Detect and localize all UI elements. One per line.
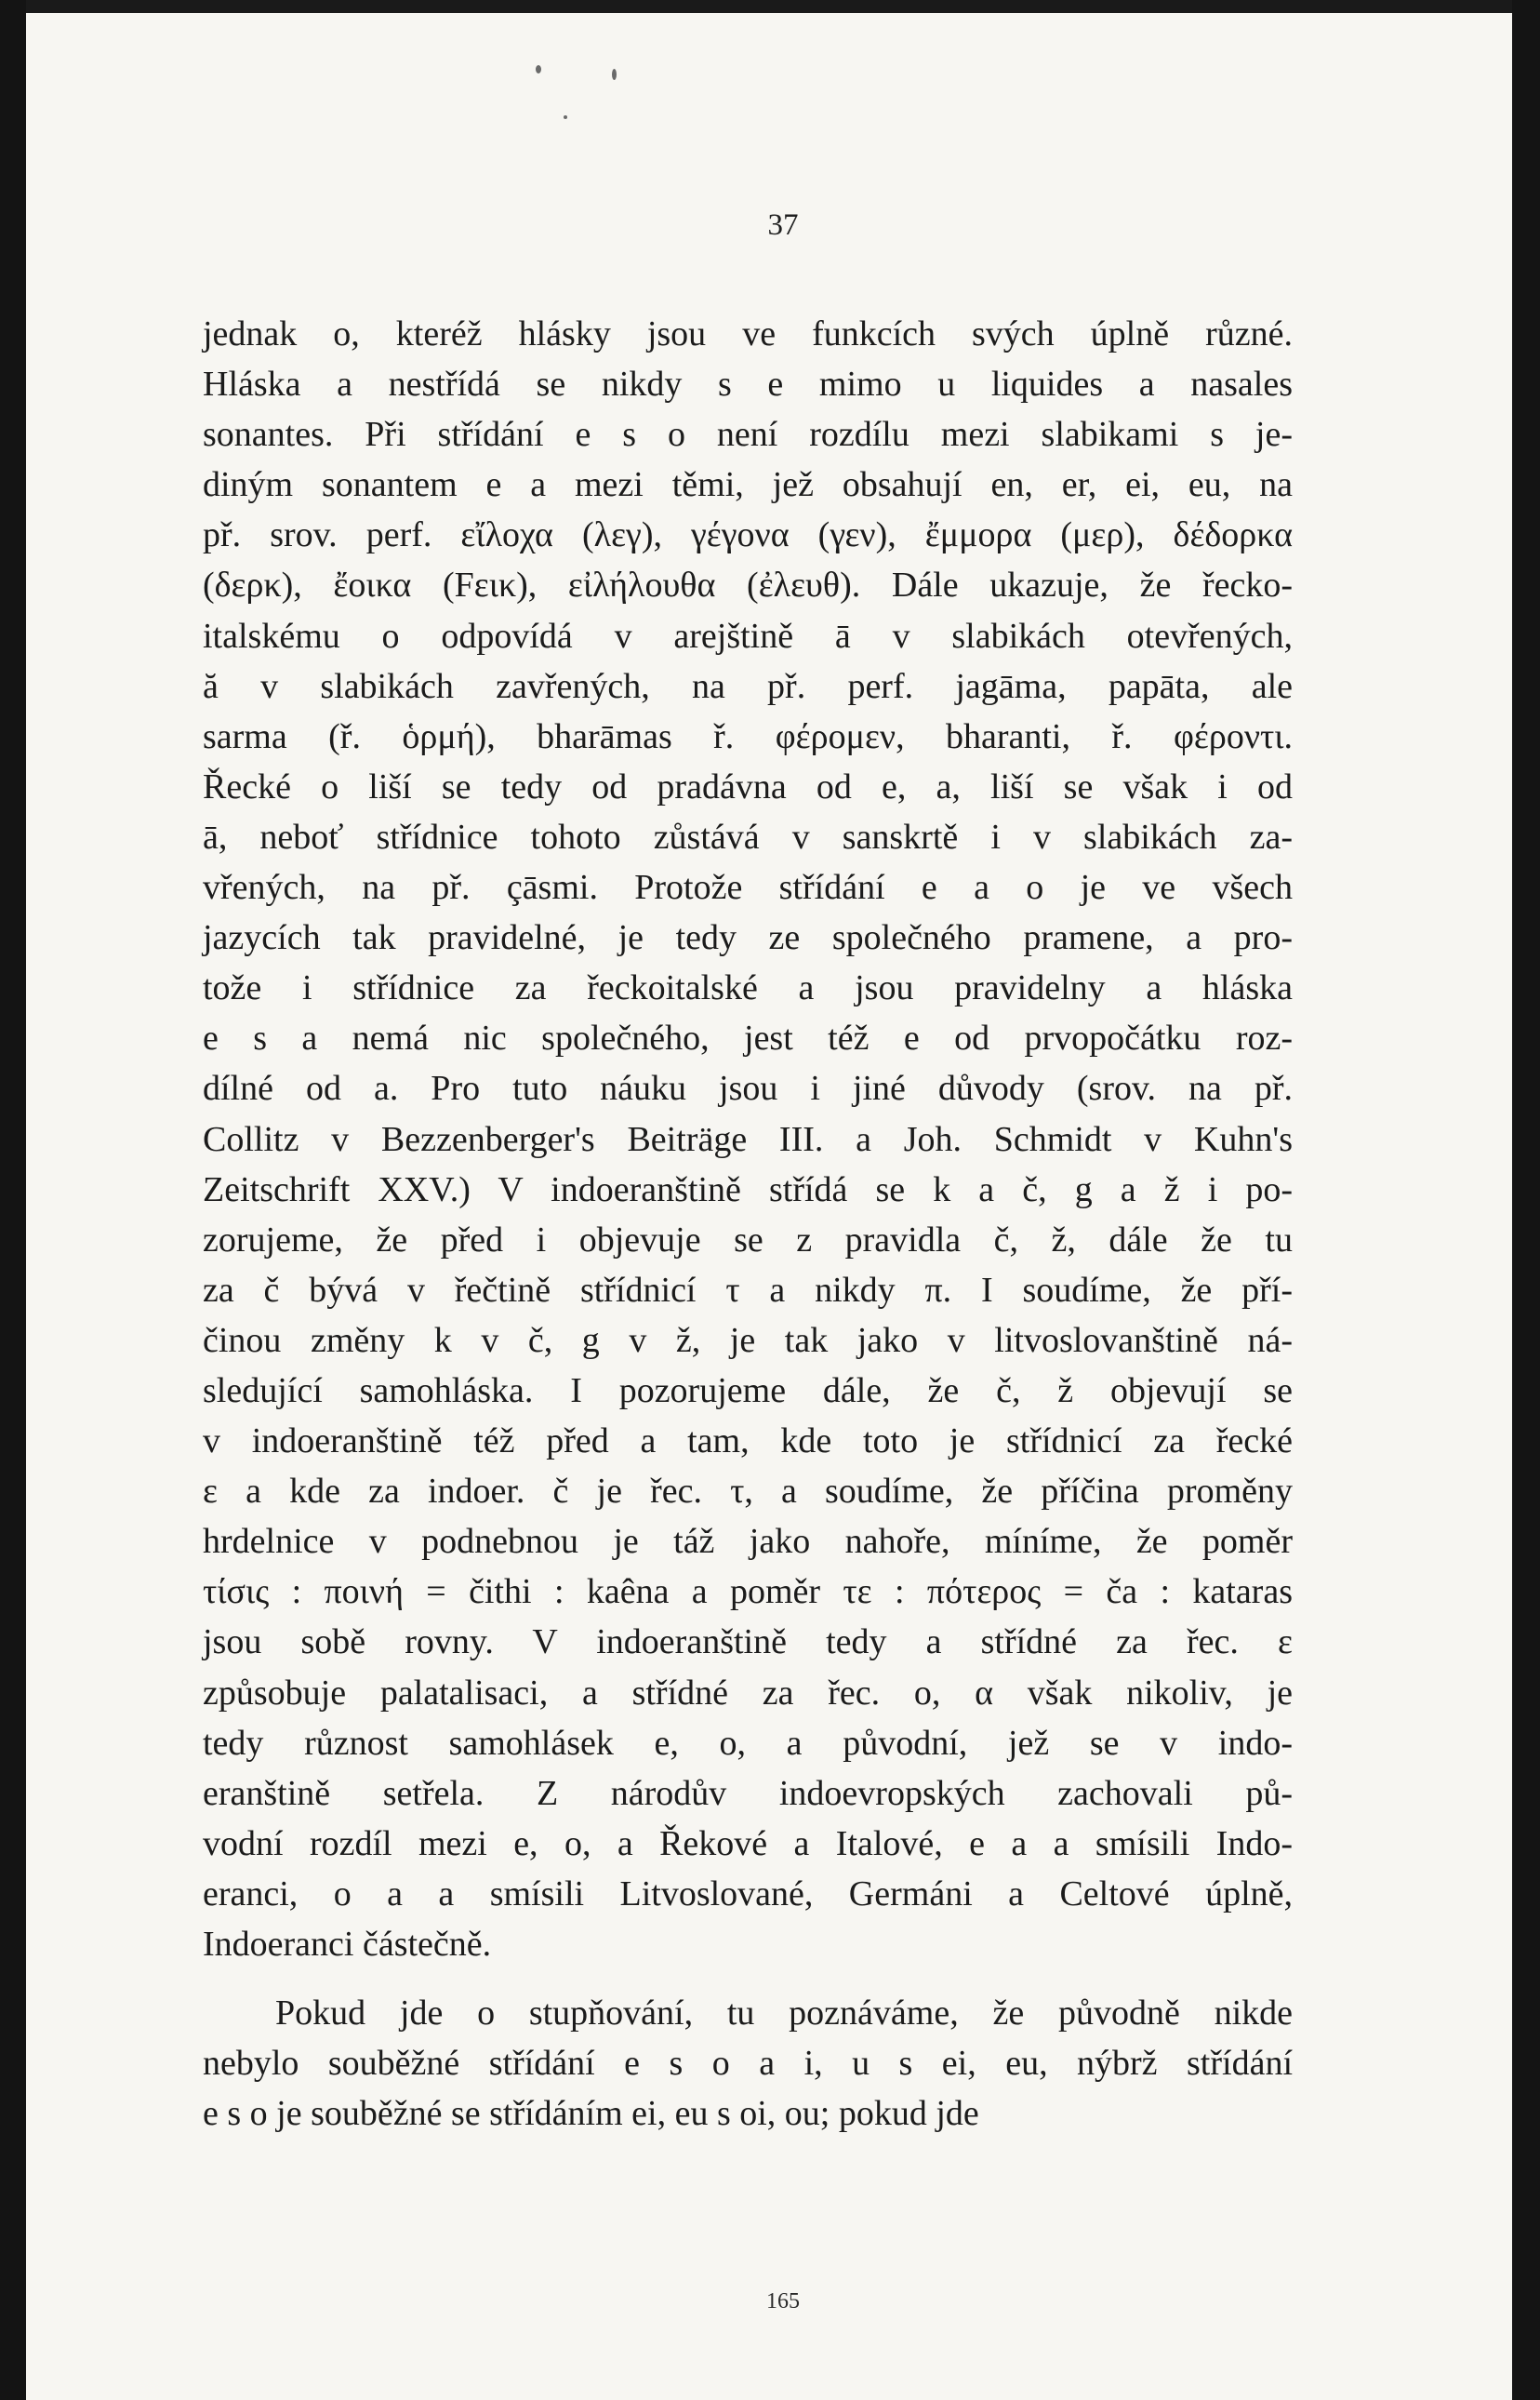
paragraph-gap <box>203 1969 1293 1988</box>
paragraph-1 <box>203 309 1293 1969</box>
text-line: tože i střídnice za řeckoitalské a jsou pravidelny a hláska <box>203 968 1293 1008</box>
paragraph-2 <box>203 1988 1293 2139</box>
scan-border-left <box>0 0 26 2400</box>
ink-speck <box>612 69 617 80</box>
text-line: za č bývá v řečtině střídnicí τ a nikdy π. I soudíme, že pří- <box>203 1270 1293 1310</box>
text-line: Řecké o liší se tedy od pradávna od e, a, liší se však i od <box>203 767 1293 807</box>
text-line: hrdelnice v podnebnou je táž jako nahoře, míníme, že poměr <box>203 1522 1293 1562</box>
text-line: eranštině setřela. Z národův indoevropských zachovali pů- <box>203 1773 1293 1813</box>
text-line: sarma (ř. ὁρμή), bharāmas ř. φέρομεν, bharanti, ř. φέροντι. <box>203 716 1293 756</box>
ink-speck <box>536 65 541 73</box>
text-line: italskému o odpovídá v arejštině ā v slabikách otevřených, <box>203 616 1293 656</box>
text-line: Indoeranci částečně. <box>203 1925 492 1964</box>
text-line: ā, neboť střídnice tohoto zůstává v sanskrtě i v slabikách za- <box>203 817 1293 857</box>
text-line: jsou sobě rovny. V indoeranštině tedy a střídné za řec. ε <box>203 1622 1293 1662</box>
text-line: jednak o, kteréž hlásky jsou ve funkcích svých úplně různé. <box>203 314 1293 353</box>
text-line: Pokud jde o stupňování, tu poznáváme, že původně nikde <box>275 1993 1293 2033</box>
text-line: vodní rozdíl mezi e, o, a Řekové a Italové, e a a smísili Indo- <box>203 1823 1293 1863</box>
scan-border-right <box>1512 0 1540 2400</box>
text-line: sonantes. Při střídání e s o není rozdílu mezi slabikami s je- <box>203 415 1293 455</box>
text-line: př. srov. perf. εἴλοχα (λεγ), γέγονα (γεν), ἔμμορα (μερ), δέδορκα <box>203 515 1293 555</box>
page-number: 37 <box>767 208 799 242</box>
text-line: ε a kde za indoer. č je řec. τ, a soudíme, že příčina proměny <box>203 1472 1293 1512</box>
text-line: zorujeme, že před i objevuje se z pravidla č, ž, dále že tu <box>203 1220 1293 1260</box>
text-line: nebylo souběžné střídání e s o a i, u s ei, eu, nýbrž střídání <box>203 2044 1293 2084</box>
scan-border-top <box>0 0 1540 13</box>
text-line: eranci, o a a smísili Litvoslované, Germáni a Celtové úplně, <box>203 1873 1293 1913</box>
text-line: způsobuje palatalisaci, a střídné za řec. o, α však nikoliv, je <box>203 1673 1293 1713</box>
text-line: v indoeranštině též před a tam, kde toto je střídnicí za řecké <box>203 1421 1293 1461</box>
text-line: (δερκ), ἔοικα (Fεικ), εἰλήλουθα (ἐλευθ). Dále ukazuje, že řecko- <box>203 566 1293 606</box>
text-line: Collitz v Bezzenberger's Beiträge III. a Joh. Schmidt v Kuhn's <box>203 1119 1293 1159</box>
text-line: sledující samohláska. I pozorujeme dále, že č, ž objevují se <box>203 1370 1293 1410</box>
text-line: dílné od a. Pro tuto náuku jsou i jiné důvody (srov. na př. <box>203 1069 1293 1109</box>
book-page <box>26 13 1512 2400</box>
text-line: e s a nemá nic společného, jest též e od prvopočátku roz- <box>203 1019 1293 1059</box>
text-line: Zeitschrift XXV.) V indoeranštině střídá se k a č, g a ž i po- <box>203 1169 1293 1209</box>
text-line: e s o je souběžné se střídáním ei, eu s oi, ou; pokud jde <box>203 2094 979 2134</box>
text-line: Hláska a nestřídá se nikdy s e mimo u liquides a nasales <box>203 365 1293 405</box>
text-line: činou změny k v č, g v ž, je tak jako v litvoslovanštině ná- <box>203 1320 1293 1360</box>
text-line: vřených, na př. çāsmi. Protože střídání e a o je ve všech <box>203 868 1293 908</box>
body-text <box>203 309 1293 2139</box>
text-line: τίσις : ποινή = čithi : kaêna a poměr τε : πότερος = ča : kataras <box>203 1572 1293 1612</box>
text-line: tedy různost samohlásek e, o, a původní, jež se v indo- <box>203 1723 1293 1763</box>
text-line: ă v slabikách zavřených, na př. perf. jagāma, papāta, ale <box>203 666 1293 706</box>
signature-number: 165 <box>766 2289 800 2313</box>
text-line: diným sonantem e a mezi těmi, jež obsahují en, er, ei, eu, na <box>203 465 1293 505</box>
ink-speck <box>564 115 567 119</box>
text-line: jazycích tak pravidelné, je tedy ze společného pramene, a pro- <box>203 918 1293 958</box>
